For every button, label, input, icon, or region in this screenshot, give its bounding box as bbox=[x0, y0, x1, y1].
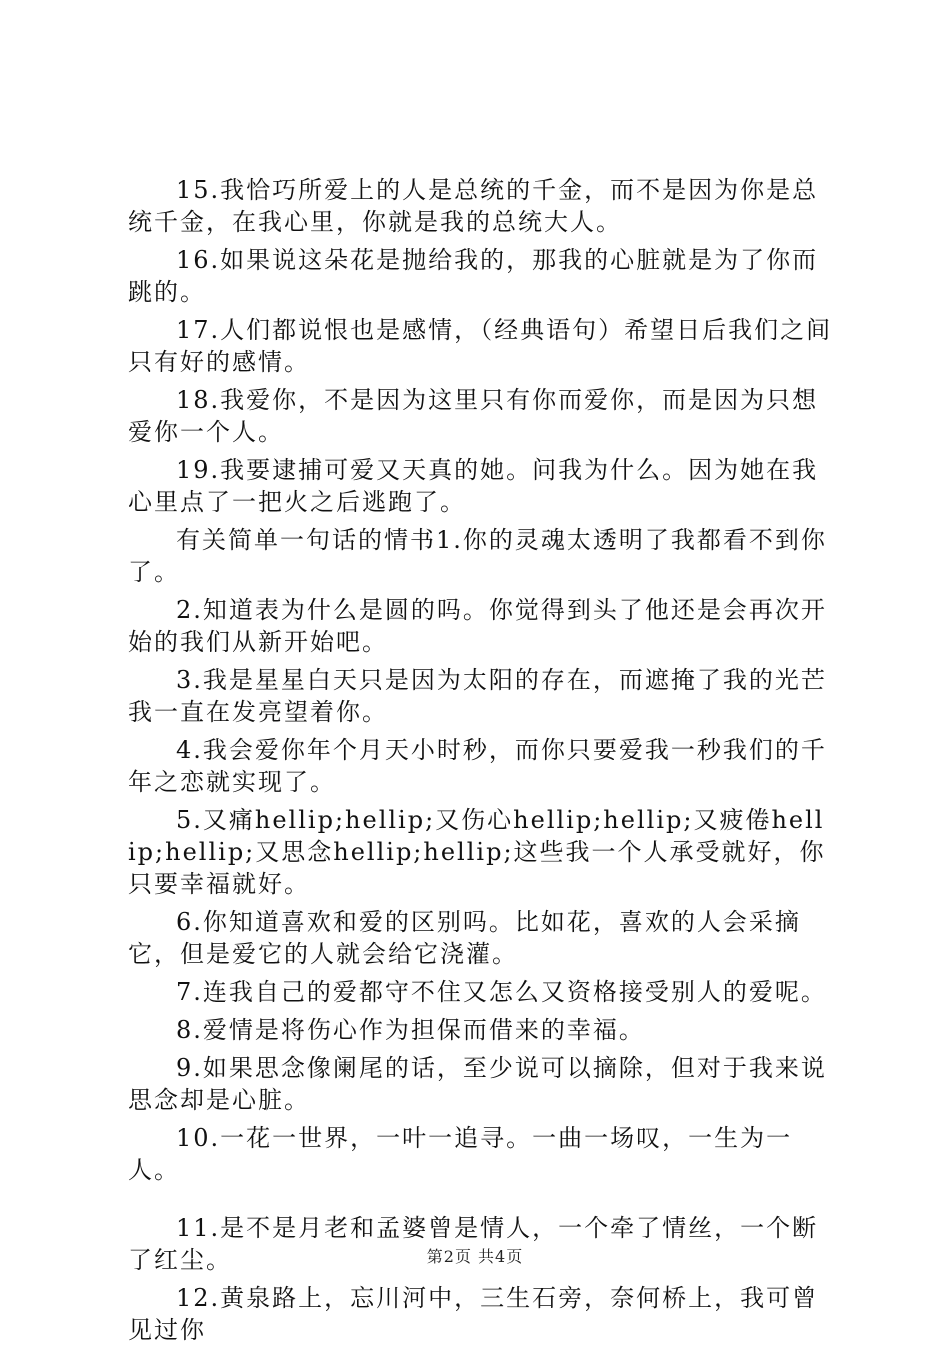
paragraph-2: 2.知道表为什么是圆的吗。你觉得到头了他还是会再次开始的我们从新开始吧。 bbox=[128, 596, 827, 656]
paragraph-3: 3.我是星星白天只是因为太阳的存在，而遮掩了我的光芒我一直在发亮望着你。 bbox=[128, 666, 827, 726]
paragraph-9: 9.如果思念像阑尾的话，至少说可以摘除，但对于我来说思念却是心脏。 bbox=[128, 1054, 827, 1114]
paragraph-12: 12.黄泉路上，忘川河中，三生石旁，奈何桥上，我可曾见过你 bbox=[128, 1284, 819, 1344]
section-heading-paragraph: 有关简单一句话的情书1.你的灵魂太透明了我都看不到你了。 bbox=[128, 526, 827, 586]
paragraph-19: 19.我要逮捕可爱又天真的她。问我为什么。因为她在我心里点了一把火之后逃跑了。 bbox=[128, 456, 819, 516]
paragraph-4: 4.我会爱你年个月天小时秒，而你只要爱我一秒我们的千年之恋就实现了。 bbox=[128, 736, 827, 796]
paragraph-5: 5.又痛hellip;hellip;又伤心hellip;hellip;又疲倦hellip;hellip;又思念hellip;hellip;这些我一个人承受就好，你只要幸福就好。 bbox=[128, 806, 826, 898]
page-number-footer: 第2页 共4页 bbox=[426, 1247, 524, 1266]
paragraph-17: 17.人们都说恨也是感情，（经典语句）希望日后我们之间只有好的感情。 bbox=[128, 316, 833, 376]
paragraph-18: 18.我爱你，不是因为这里只有你而爱你，而是因为只想爱你一个人。 bbox=[128, 386, 819, 446]
paragraph-10: 10.一花一世界，一叶一追寻。一曲一场叹，一生为一人。 bbox=[128, 1124, 793, 1184]
document-body bbox=[128, 174, 834, 1352]
paragraph-7: 7.连我自己的爱都守不住又怎么又资格接受别人的爱呢。 bbox=[176, 978, 827, 1006]
paragraph-11: 11.是不是月老和孟婆曾是情人，一个牵了情丝，一个断了红尘。 bbox=[128, 1214, 819, 1274]
paragraph-15: 15.我恰巧所爱上的人是总统的千金，而不是因为你是总统千金，在我心里，你就是我的总统大人。 bbox=[128, 176, 819, 236]
paragraph-8: 8.爱情是将伤心作为担保而借来的幸福。 bbox=[176, 1016, 645, 1044]
paragraph-6: 6.你知道喜欢和爱的区别吗。比如花，喜欢的人会采摘它，但是爱它的人就会给它浇灌。 bbox=[128, 908, 801, 968]
paragraph-16: 16.如果说这朵花是抛给我的，那我的心脏就是为了你而跳的。 bbox=[128, 246, 819, 306]
